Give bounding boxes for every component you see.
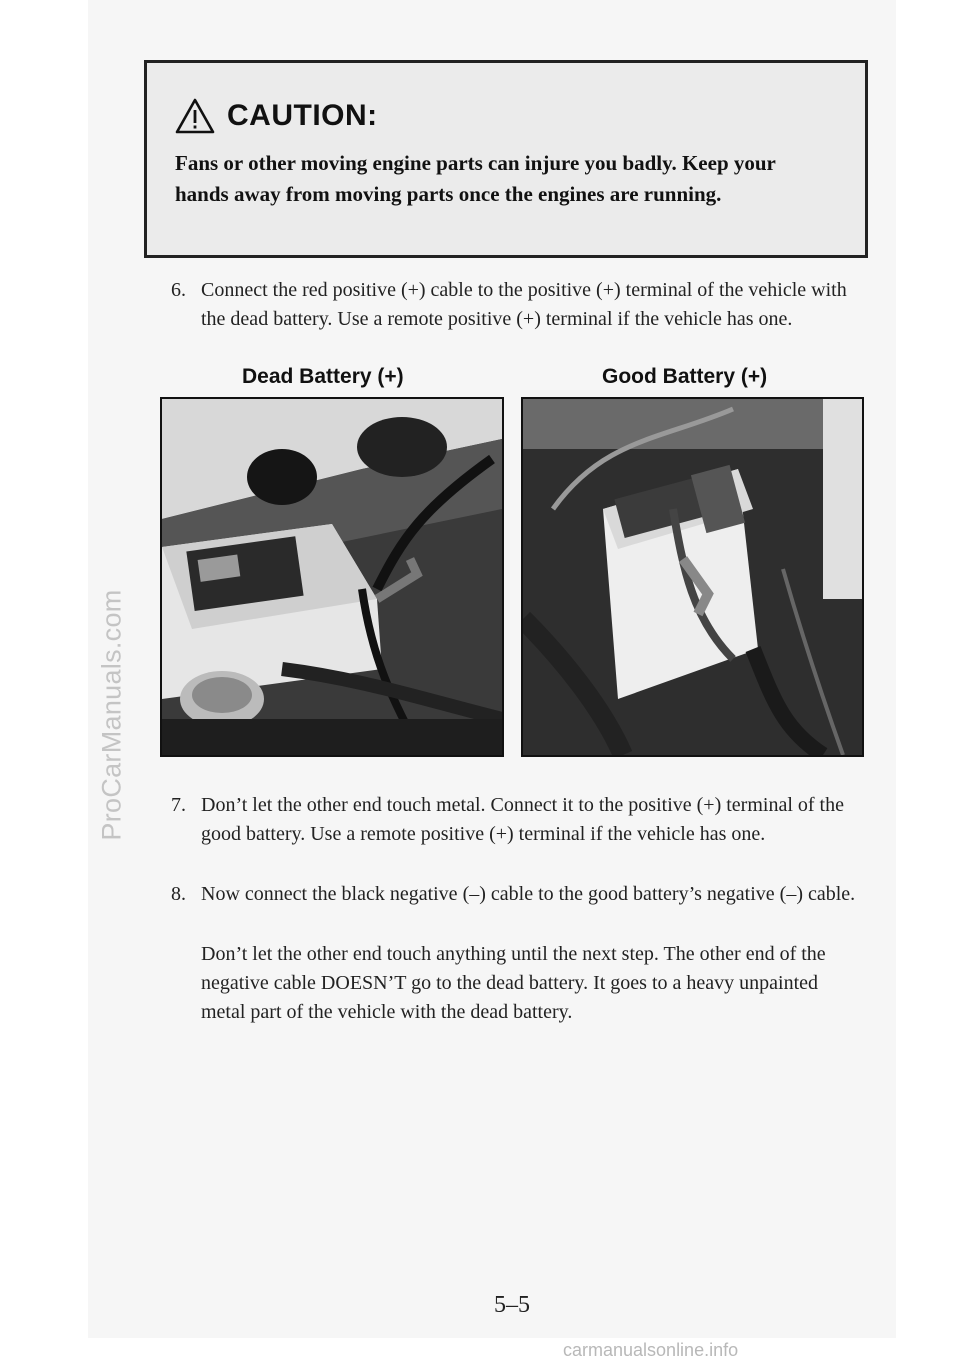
side-watermark: ProCarManuals.com <box>96 589 127 841</box>
caution-header <box>175 98 378 134</box>
page-number: 5–5 <box>494 1292 530 1318</box>
step-number: 7. <box>171 794 186 816</box>
dead-battery-caption: Dead Battery (+) <box>242 365 404 388</box>
bottom-watermark: carmanualsonline.info <box>563 1340 739 1360</box>
caution-title: CAUTION: <box>227 99 378 132</box>
step-number: 8. <box>171 883 186 905</box>
step-7 <box>171 791 861 849</box>
step-text: Connect the red positive (+) cable to the positive (+) terminal of the vehicle with the dead battery. Use a remote positive (+) terminal if the vehicle has one. <box>201 279 847 330</box>
step-text: Now connect the black negative (–) cable to the good battery’s negative (–) cable. <box>201 883 856 905</box>
step-8 <box>171 880 861 909</box>
caution-box <box>144 60 868 258</box>
warning-triangle-icon <box>175 98 215 134</box>
step-6 <box>171 276 861 334</box>
good-battery-photo <box>521 397 864 757</box>
caution-text: Fans or other moving engine parts can injure you badly. Keep your hands away from moving parts once the engines are running. <box>175 151 776 206</box>
step-text: Don’t let the other end touch metal. Connect it to the positive (+) terminal of the good battery. Use a remote positive (+) terminal if the vehicle has one. <box>201 794 844 845</box>
good-battery-caption: Good Battery (+) <box>602 365 768 388</box>
step-number: 6. <box>171 279 186 301</box>
dead-battery-photo <box>160 397 504 757</box>
negative-cable-note: Don’t let the other end touch anything until the next step. The other end of the negative cable DOESN’T go to the dead battery. It goes to a heavy unpainted metal part of the vehicle with the dead battery. <box>201 943 826 1023</box>
